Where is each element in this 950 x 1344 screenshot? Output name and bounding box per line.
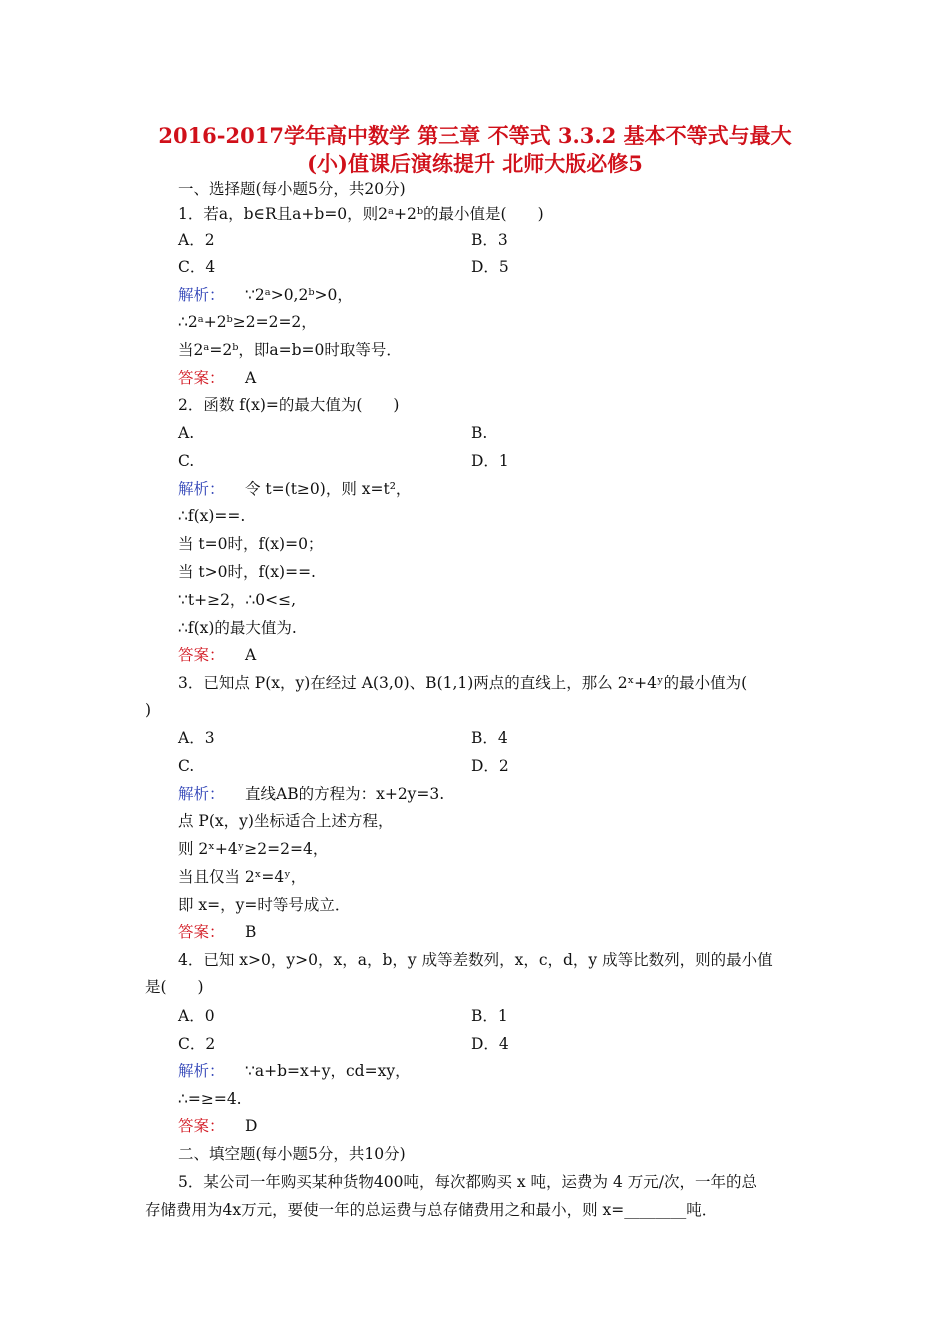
question-4-option-c: C．2: [178, 1035, 216, 1053]
question-4-option-a: A．0: [178, 1007, 215, 1025]
question-2-analysis-line-6: ∴f(x)的最大值为.: [178, 619, 297, 637]
question-3-analysis-line-2: 点 P(x，y)坐标适合上述方程，: [178, 812, 394, 830]
question-4-analysis-line-1: ∵a+b=x+y，cd=xy，: [245, 1062, 411, 1080]
question-4-stem-continued: 是( ): [145, 978, 204, 996]
question-4-answer-label: 答案：: [178, 1117, 225, 1135]
question-2-analysis-line-1: 令 t=(t≥0)，则 x=t²，: [245, 480, 412, 498]
question-4-option-b: B．1: [471, 1007, 508, 1025]
question-1-analysis-line-1: ∵2ᵃ>0,2ᵇ>0，: [245, 286, 353, 304]
question-3-analysis-line-1: 直线AB的方程为：x+2y=3.: [245, 785, 445, 803]
question-3-analysis-line-4: 当且仅当 2ˣ=4ʸ，: [178, 868, 307, 886]
question-1-answer: A: [245, 369, 257, 387]
question-1-analysis-line-2: ∴2ᵃ+2ᵇ≥2=2=2，: [178, 313, 317, 331]
section-heading-choice: 一、选择题(每小题5分，共20分): [178, 180, 406, 198]
question-2-analysis-line-5: ∵t+≥2，∴0<≤,: [178, 591, 297, 609]
question-1-option-b: B．3: [471, 231, 508, 249]
question-3-option-c: C.: [178, 757, 195, 775]
question-2-analysis-line-4: 当 t>0时，f(x)==.: [178, 563, 316, 581]
question-3-analysis-line-3: 则 2ˣ+4ʸ≥2=2=4，: [178, 840, 329, 858]
section-heading-fill-in: 二、填空题(每小题5分，共10分): [178, 1145, 406, 1163]
question-1-option-d: D．5: [471, 258, 509, 276]
question-3-analysis-label: 解析：: [178, 785, 225, 803]
question-1-analysis-label: 解析：: [178, 286, 225, 304]
question-3-stem: 3．已知点 P(x，y)在经过 A(3,0)、B(1,1)两点的直线上，那么 2ˣ+4ʸ的最小值为(: [178, 674, 748, 692]
question-2-answer: A: [245, 646, 257, 664]
question-1-option-a: A．2: [178, 231, 215, 249]
question-3-option-d: D．2: [471, 757, 509, 775]
question-2-option-a: A.: [178, 424, 195, 442]
document-title-line-1: 2016-2017学年高中数学 第三章 不等式 3.3.2 基本不等式与最大: [158, 123, 792, 148]
question-3-stem-continued: ): [145, 701, 152, 719]
question-2-analysis-line-3: 当 t=0时，f(x)=0；: [178, 535, 324, 553]
question-4-answer: D: [245, 1117, 258, 1135]
question-3-answer: B: [245, 923, 257, 941]
question-3-answer-label: 答案：: [178, 923, 225, 941]
question-4-analysis-line-2: ∴=≥=4.: [178, 1090, 242, 1108]
question-2-analysis-label: 解析：: [178, 480, 225, 498]
question-2-option-c: C.: [178, 452, 195, 470]
question-3-option-b: B．4: [471, 729, 508, 747]
document-title-line-2: (小)值课后演练提升 北师大版必修5: [307, 151, 643, 176]
question-2-option-d: D．1: [471, 452, 509, 470]
question-4-analysis-label: 解析：: [178, 1062, 225, 1080]
question-2-stem: 2．函数 f(x)=的最大值为( ): [178, 396, 400, 414]
question-5-stem-continued: 存储费用为4x万元，要使一年的总运费与总存储费用之和最小，则 x=________吨．: [145, 1201, 718, 1219]
question-1-analysis-line-3: 当2ᵃ=2ᵇ，即a=b=0时取等号．: [178, 341, 402, 359]
question-2-analysis-line-2: ∴f(x)==.: [178, 507, 246, 525]
question-4-stem: 4．已知 x>0，y>0，x，a，b，y 成等差数列，x，c，d，y 成等比数列，则的最小值: [178, 951, 773, 969]
question-1-option-c: C．4: [178, 258, 216, 276]
question-3-analysis-line-5: 即 x=，y=时等号成立．: [178, 896, 351, 914]
question-4-option-d: D．4: [471, 1035, 509, 1053]
question-2-answer-label: 答案：: [178, 646, 225, 664]
question-1-stem: 1．若a，b∈R且a+b=0，则2ᵃ+2ᵇ的最小值是( ): [178, 205, 544, 223]
question-5-stem: 5．某公司一年购买某种货物400吨，每次都购买 x 吨，运费为 4 万元/次，一年的总: [178, 1173, 757, 1191]
question-1-answer-label: 答案：: [178, 369, 225, 387]
question-3-option-a: A．3: [178, 729, 215, 747]
question-2-option-b: B.: [471, 424, 488, 442]
